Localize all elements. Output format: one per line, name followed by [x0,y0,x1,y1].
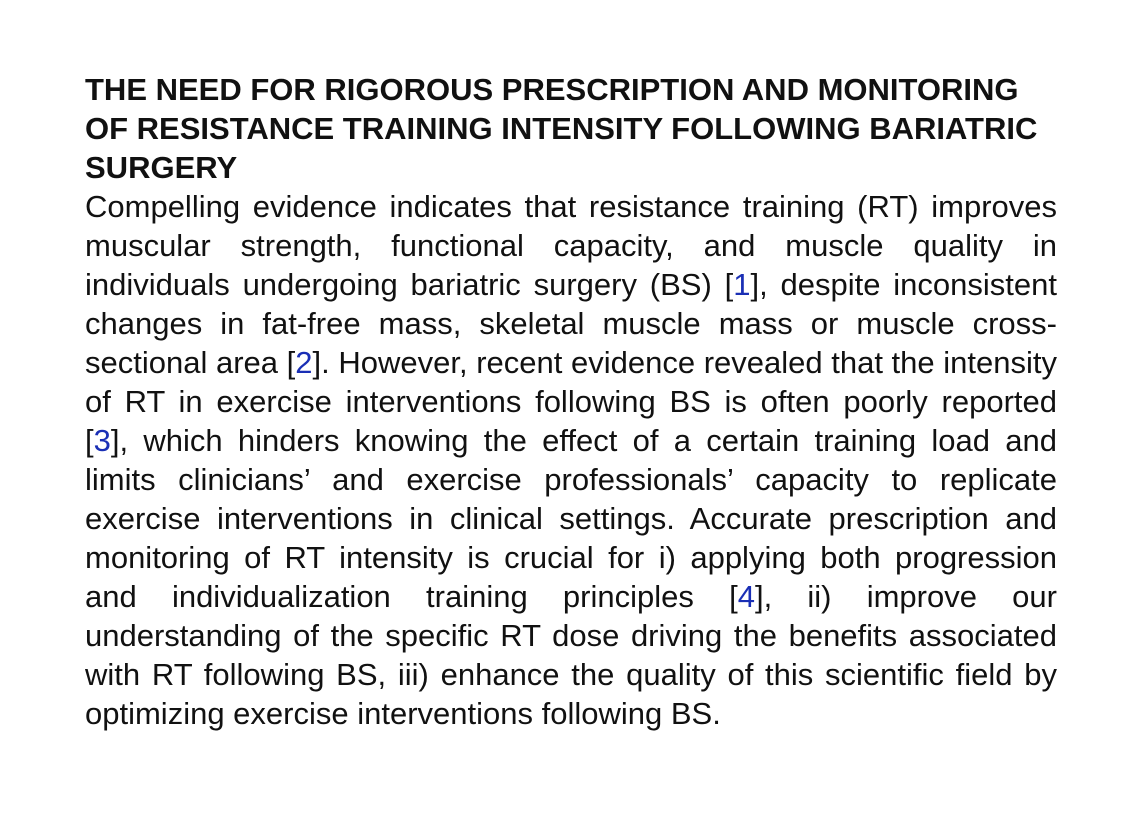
paragraph-text-5: ], ii) improve our understanding of the specific RT dose driving the benefits associated with RT following BS, iii) enhance the quality of this scientific field by optimizing exercise interventions following BS. [85,579,1057,731]
citation-link-4[interactable]: 4 [737,579,755,614]
paragraph-text-3: ]. However, recent evidence revealed that the intensity of RT in exercise interventions following BS is often poorly reported [ [85,345,1058,458]
citation-link-2[interactable]: 2 [295,345,313,380]
section-heading: THE NEED FOR RIGOROUS PRESCRIPTION AND MONITORING OF RESISTANCE TRAINING INTENSITY FOLLOWING BARIATRIC SURGERY [85,72,1038,185]
paragraph-text-4: ], which hinders knowing the effect of a certain training load and limits clinicians’ and exercise professionals’ capacity to replicate exercise interventions in clinical settings. Accurate prescription and monitoring of RT intensity is crucial for i) applying both progression and individualization training principles [ [85,423,1057,614]
body-paragraph [85,187,1057,733]
paragraph-text-2: ], despite inconsistent changes in fat-free mass, skeletal muscle mass or muscle cross-sectional area [ [85,267,1057,380]
paragraph-text-1: Compelling evidence indicates that resistance training (RT) improves muscular strength, functional capacity, and muscle quality in individuals undergoing bariatric surgery (BS) [ [85,189,1057,302]
citation-link-3[interactable]: 3 [93,423,111,458]
citation-link-1[interactable]: 1 [733,267,751,302]
article-section [85,70,1057,733]
